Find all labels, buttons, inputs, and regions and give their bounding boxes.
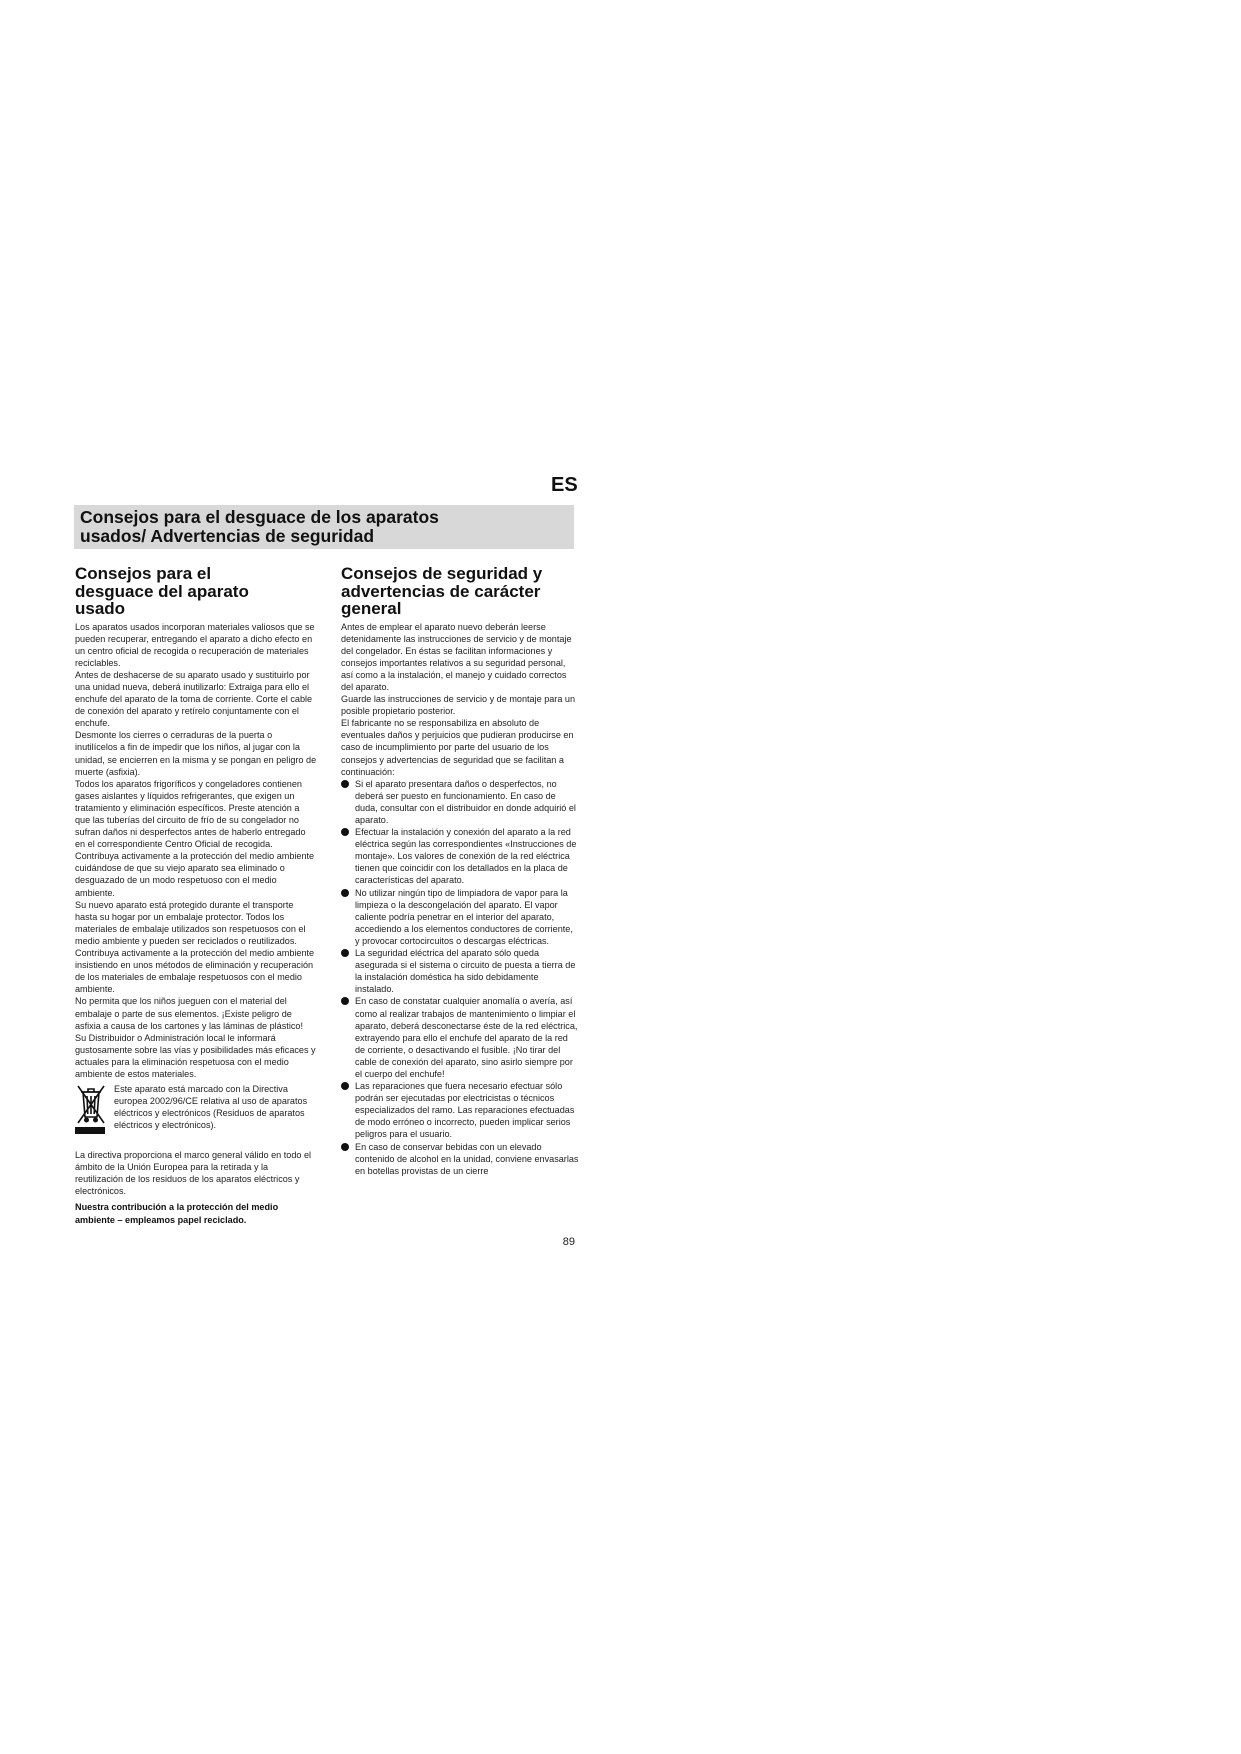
- paragraph: Guarde las instrucciones de servicio y de montaje para un posible propietario posterior.: [341, 694, 576, 717]
- bullet-text: No utilizar ningún tipo de limpiadora de vapor para la limpieza o la descongelación del aparato. El vapor caliente podría penetrar en el interior del aparato, accediendo a los elementos conductores de corriente, y provocar cortocircuitos o descargas eléctricas.: [355, 887, 573, 946]
- list-item: [341, 1141, 579, 1177]
- bullet-icon: [341, 889, 349, 897]
- paragraph: Todos los aparatos frigoríficos y congeladores contienen gases aislantes y líquidos refrigerantes, que exigen un tratamiento y eliminación específicos. Preste atención a que las tuberías del circuito de frío de su congelador no sufran daños ni desperfectos antes de haberlo entregado en el correspondiente Centro Oficial de recogida.: [75, 778, 306, 850]
- weee-text: Este aparato está marcado con la Directiva europea 2002/96/CE relativa al uso de aparatos eléctricos y electrónicos (Residuos de aparatos eléctricos y electrónicos).: [114, 1084, 308, 1131]
- paragraph: Contribuya activamente a la protección del medio ambiente cuidándose de que su viejo aparato sea eliminado o desguazado de un modo respetuoso con el medio ambiente.: [75, 851, 315, 898]
- paragraph: Su Distribuidor o Administración local le informará gustosamente sobre las vías y posibilidades más eficaces y actuales para la eliminación respetuosa con el medio ambiente de estos materiales.: [75, 1032, 316, 1079]
- paragraph: Antes de deshacerse de su aparato usado y sustituirlo por una unidad nueva, deberá inutilizarlo: Extraiga para ello el enchufe del aparato de la toma de corriente. Corte el cable de conexión del aparato y retírelo conjuntamente con el enchufe.: [75, 669, 313, 729]
- bullet-text: Si el aparato presentara daños o desperfectos, no deberá ser puesto en funcionamiento. En caso de duda, consultar con el distribuidor en donde adquirió el aparato.: [355, 778, 576, 825]
- paragraph: El fabricante no se responsabiliza en absoluto de eventuales daños y perjuicios que pudieran producirse en caso de incumplimiento por parte del usuario de los consejos y advertencias de seguridad que se facilitan a continuación:: [341, 718, 574, 777]
- page-number: 89: [562, 1236, 575, 1248]
- list-item: [341, 778, 579, 826]
- paragraph: Su nuevo aparato está protegido durante el transporte hasta su hogar por un embalaje protector. Todos los materiales de embalaje utilizados son respetuosos con el medio ambiente y pueden ser reciclados o reutilizados. Contribuya activamente a la protección del medio ambiente insistiendo en unos métodos de eliminación y recuperación de los materiales de embalaje respetuosos con el medio ambiente.: [75, 899, 315, 995]
- bullet-text: Efectuar la instalación y conexión del aparato a la red eléctrica según las correspondientes «Instrucciones de montaje». Los valores de conexión de la red eléctrica tienen que coincidir con los detallados en la placa de características del aparato.: [355, 827, 577, 886]
- bullet-icon: [341, 997, 349, 1005]
- closing-statement: Nuestra contribución a la protección del medio ambiente – empleamos papel reciclado.: [75, 1202, 279, 1225]
- list-item: [341, 826, 579, 886]
- bullet-icon: [341, 1082, 349, 1090]
- bullet-icon: [341, 1143, 349, 1151]
- crossed-out-wheelie-bin-icon: [75, 1083, 107, 1137]
- paragraph: Los aparatos usados incorporan materiales valiosos que se pueden recuperar, entregando el aparato a dicho efecto en un centro oficial de recogida o recuperación de materiales reciclables.: [75, 621, 315, 668]
- paragraph: Desmonte los cierres o cerraduras de la puerta o inutilícelos a fin de impedir que los niños, al jugar con la unidad, se encierren en la misma y se pongan en peligro de muerte (asfixia).: [75, 730, 317, 777]
- left-heading: Consejos para el desguace del aparato usado: [75, 564, 249, 618]
- paragraph: No permita que los niños jueguen con el material del embalaje o parte de sus elementos. ¡Existe peligro de asfixia a causa de los cartones y las láminas de plástico!: [75, 996, 303, 1031]
- bullet-text: La seguridad eléctrica del aparato sólo queda asegurada si el sistema o circuito de puesta a tierra de la instalación doméstica ha sido debidamente instalado.: [355, 948, 576, 995]
- right-heading: Consejos de seguridad y advertencias de carácter general: [341, 564, 543, 618]
- banner-title: Consejos para el desguace de los aparatos usados/ Advertencias de seguridad: [80, 507, 439, 546]
- list-item: [341, 1080, 579, 1140]
- weee-notice: [75, 1083, 317, 1149]
- bullet-text: Las reparaciones que fuera necesario efectuar sólo podrán ser ejecutadas por electricistas o técnicos especializados del ramo. Las reparaciones efectuadas de modo erróneo o incorrecto, pueden implicar serios peligros para el usuario.: [355, 1081, 575, 1140]
- list-item: [341, 887, 579, 947]
- bullet-icon: [341, 828, 349, 836]
- paragraph: Antes de emplear el aparato nuevo deberán leerse detenidamente las instrucciones de servicio y de montaje del congelador. En éstas se facilitan informaciones y consejos importantes relativos a su seguridad personal, así como a la instalación, el manejo y cuidado correctos del aparato.: [341, 621, 572, 692]
- bullet-text: En caso de conservar bebidas con un elevado contenido de alcohol en la unidad, conviene envasarlas en botellas provistas de un cierre: [355, 1141, 579, 1176]
- bullet-icon: [341, 780, 349, 788]
- list-item: [341, 947, 579, 995]
- language-code: ES: [551, 474, 578, 496]
- left-column: [75, 565, 317, 1226]
- bullet-text: En caso de constatar cualquier anomalía o avería, así como al realizar trabajos de mantenimiento o limpiar el aparato, deberá desconectarse éste de la red eléctrica, extrayendo para ello el enchufe del aparato de la red de corriente, o desactivando el fusible. ¡No tirar del cable de conexión del aparato, sino asirlo siempre por el cuerpo del enchufe!: [355, 996, 578, 1079]
- bullet-icon: [341, 949, 349, 957]
- list-item: [341, 995, 579, 1080]
- right-column: [341, 565, 579, 1177]
- safety-list: [341, 778, 579, 1177]
- paragraph: La directiva proporciona el marco general válido en todo el ámbito de la Unión Europea para la retirada y la reutilización de los residuos de los aparatos eléctricos y electrónicos.: [75, 1150, 312, 1197]
- section-banner: [74, 505, 574, 549]
